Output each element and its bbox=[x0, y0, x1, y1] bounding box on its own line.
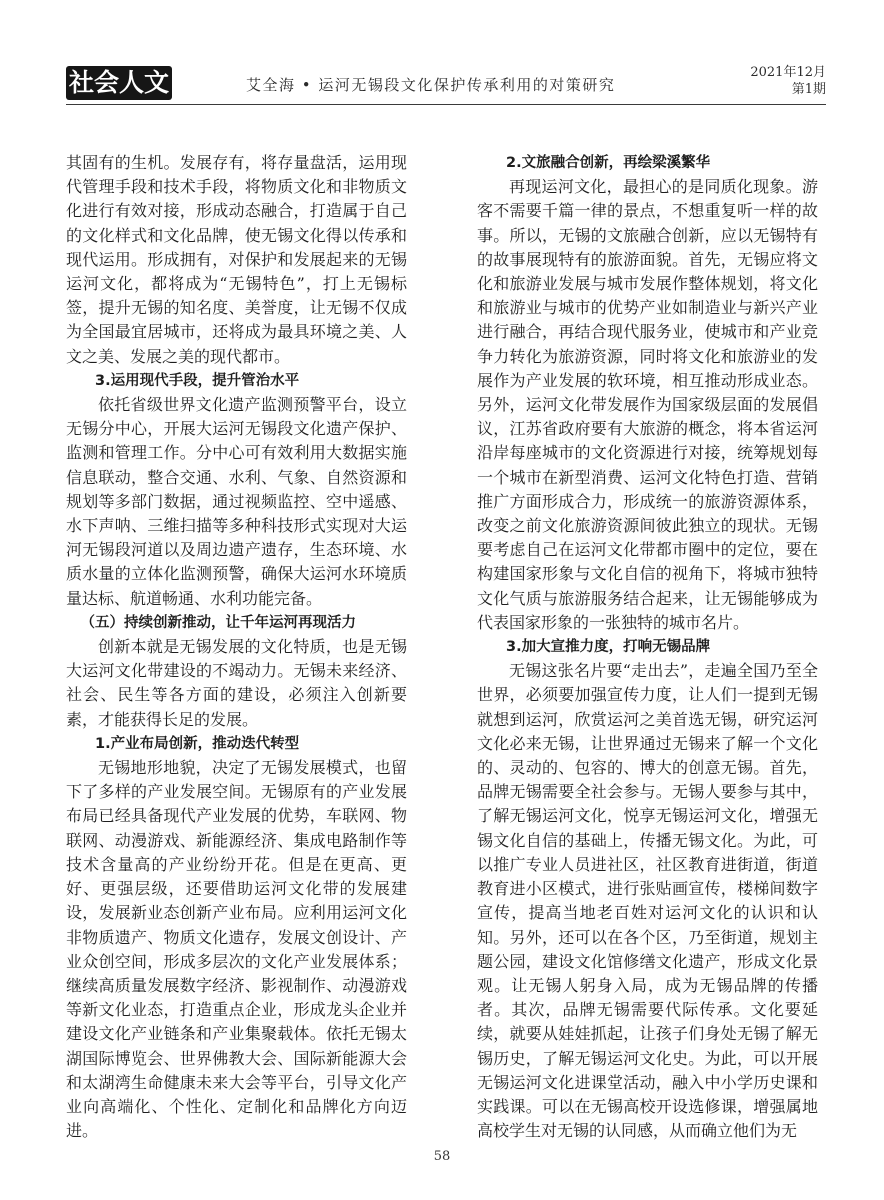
journal-logo: 社会人文 bbox=[66, 66, 172, 100]
page-header bbox=[66, 62, 826, 104]
issue-number: 第1期 bbox=[791, 82, 826, 97]
paragraph: 无锡这张名片要“走出去”，走遍全国乃至全世界，必须要加强宣传力度，让人们一提到无锡就想到运河，欣赏运河之美首选无锡，研究运河文化必来无锡，让世界通过无锡来了解一个文化的、灵动的、包容的、博大的创意无锡。首先，品牌无锡需要全社会参与。无锡人要参与其中，了解无锡运河文化，悦享无锡运河文化，增强无锡文化自信的基础上，传播无锡文化。为此，可以推广专业人员进社区，社区教育进街道，街道教育进小区模式，进行张贴画宣传，楼梯间数字宣传，提高当地老百姓对运河文化的认识和认知。另外，还可以在各个区，乃至街道，规划主题公园，建设文化馆修缮文化遗产，形成文化景观。让无锡人躬身入局，成为无锡品牌的传播者。其次，品牌无锡需要代际传承。文化要延续，就要从娃娃抓起，让孩子们身处无锡了解无锡历史，了解无锡运河文化史。为此，可以开展无锡运河文化进课堂活动，融入中小学历史课和实践课。可以在无锡高校开设选修课，增强属地高校学生对无锡的认同感，从而确立他们为无 bbox=[477, 661, 818, 1141]
subsection-heading: 1.产业布局创新，推动迭代转型 bbox=[95, 735, 300, 752]
subsection-heading: 3.加大宣推力度，打响无锡品牌 bbox=[506, 639, 711, 656]
section-heading: （五）持续创新推动，让千年运河再现活力 bbox=[80, 614, 356, 631]
paragraph: 创新本就是无锡发展的文化特质，也是无锡大运河文化带建设的不竭动力。无锡未来经济、社会、民生等各方面的建设，必须注入创新要素，才能获得长足的发展。 bbox=[66, 637, 407, 729]
right-column bbox=[477, 151, 818, 1143]
paragraph: 再现运河文化，最担心的是同质化现象。游客不需要千篇一律的景点，不想重复听一样的故事。所以，无锡的文旅融合创新，应以无锡特有的故事展现特有的旅游面貌。首先，无锡应将文化和旅游业发展与城市发展作整体规划，将文化和旅游业与城市的优势产业如制造业与新兴产业进行融合，再结合现代服务业，使城市和产业竞争力转化为旅游资源，同时将文化和旅游业的发展作为产业发展的软环境，相互推动形成业态。另外，运河文化带发展作为国家级层面的发展倡议，江苏省政府要有大旅游的概念，将本省运河沿岸每座城市的文化资源进行对接，统筹规划每一个城市在新型消费、运河文化特色打造、营销推广方面形成合力，形成统一的旅游资源体系，改变之前文化旅游资源间彼此独立的现状。无锡要考虑自己在运河文化带都市圈中的定位，要在构建国家形象与文化自信的视角下，将城市独特文化气质与旅游服务结合起来，让无锡能够成为代表国家形象的一张独特的城市名片。 bbox=[477, 177, 818, 632]
paragraph: 无锡地形地貌，决定了无锡发展模式，也留下了多样的产业发展空间。无锡原有的产业发展布局已经具备现代产业发展的优势，车联网、物联网、动漫游戏、新能源经济、集成电路制作等技术含量高的产业纷纷开花。但是在更高、更好、更强层级，还要借助运河文化带的发展建设，发展新业态创新产业布局。应利用运河文化非物质遗产、物质文化遗存，发展文创设计、产业众创空间，形成多层次的文化产业发展体系；继续高质量发展数字经济、影视制作、动漫游戏等新文化业态，打造重点企业，形成龙头企业并建设文化产业链条和产业集聚载体。依托无锡太湖国际博览会、世界佛教大会、国际新能源大会和太湖湾生命健康未来大会等平台，引导文化产业向高端化、个性化、定制化和品牌化方向迈进。 bbox=[66, 758, 407, 1141]
subsection-heading: 3.运用现代手段，提升管治水平 bbox=[95, 372, 300, 389]
paragraph: 其固有的生机。发展存有，将存量盘活，运用现代管理手段和技术手段，将物质文化和非物质文化进行有效对接，形成动态融合，打造属于自己的文化样式和文化品牌，使无锡文化得以传承和现代运用。形成拥有，对保护和发展起来的无锡运河文化，都将成为“无锡特色”，打上无锡标签，提升无锡的知名度、美誉度，让无锡不仅成为全国最宜居城市，还将成为最具环境之美、人文之美、发展之美的现代都市。 bbox=[66, 153, 407, 366]
header-divider bbox=[66, 104, 826, 105]
paragraph: 依托省级世界文化遗产监测预警平台，设立无锡分中心，开展大运河无锡段文化遗产保护、监测和管理工作。分中心可有效利用大数据实施信息联动，整合交通、水利、气象、自然资源和规划等多部门数据，通过视频监控、空中遥感、水下声呐、三维扫描等多种科技形式实现对大运河无锡段河道以及周边遗产遗存，生态环境、水质水量的立体化监测预警，确保大运河水环境质量达标、航道畅通、水利功能完备。 bbox=[66, 395, 407, 608]
issue-month: 2021年12月 bbox=[750, 65, 826, 80]
page-number: 58 bbox=[433, 1149, 451, 1164]
subsection-heading: 2.文旅融合创新，再绘梁溪繁华 bbox=[506, 155, 711, 171]
running-title: 艾全海 • 运河无锡段文化保护传承利用的对策研究 bbox=[246, 76, 616, 94]
issue-date bbox=[726, 64, 826, 98]
left-column bbox=[66, 151, 407, 1143]
